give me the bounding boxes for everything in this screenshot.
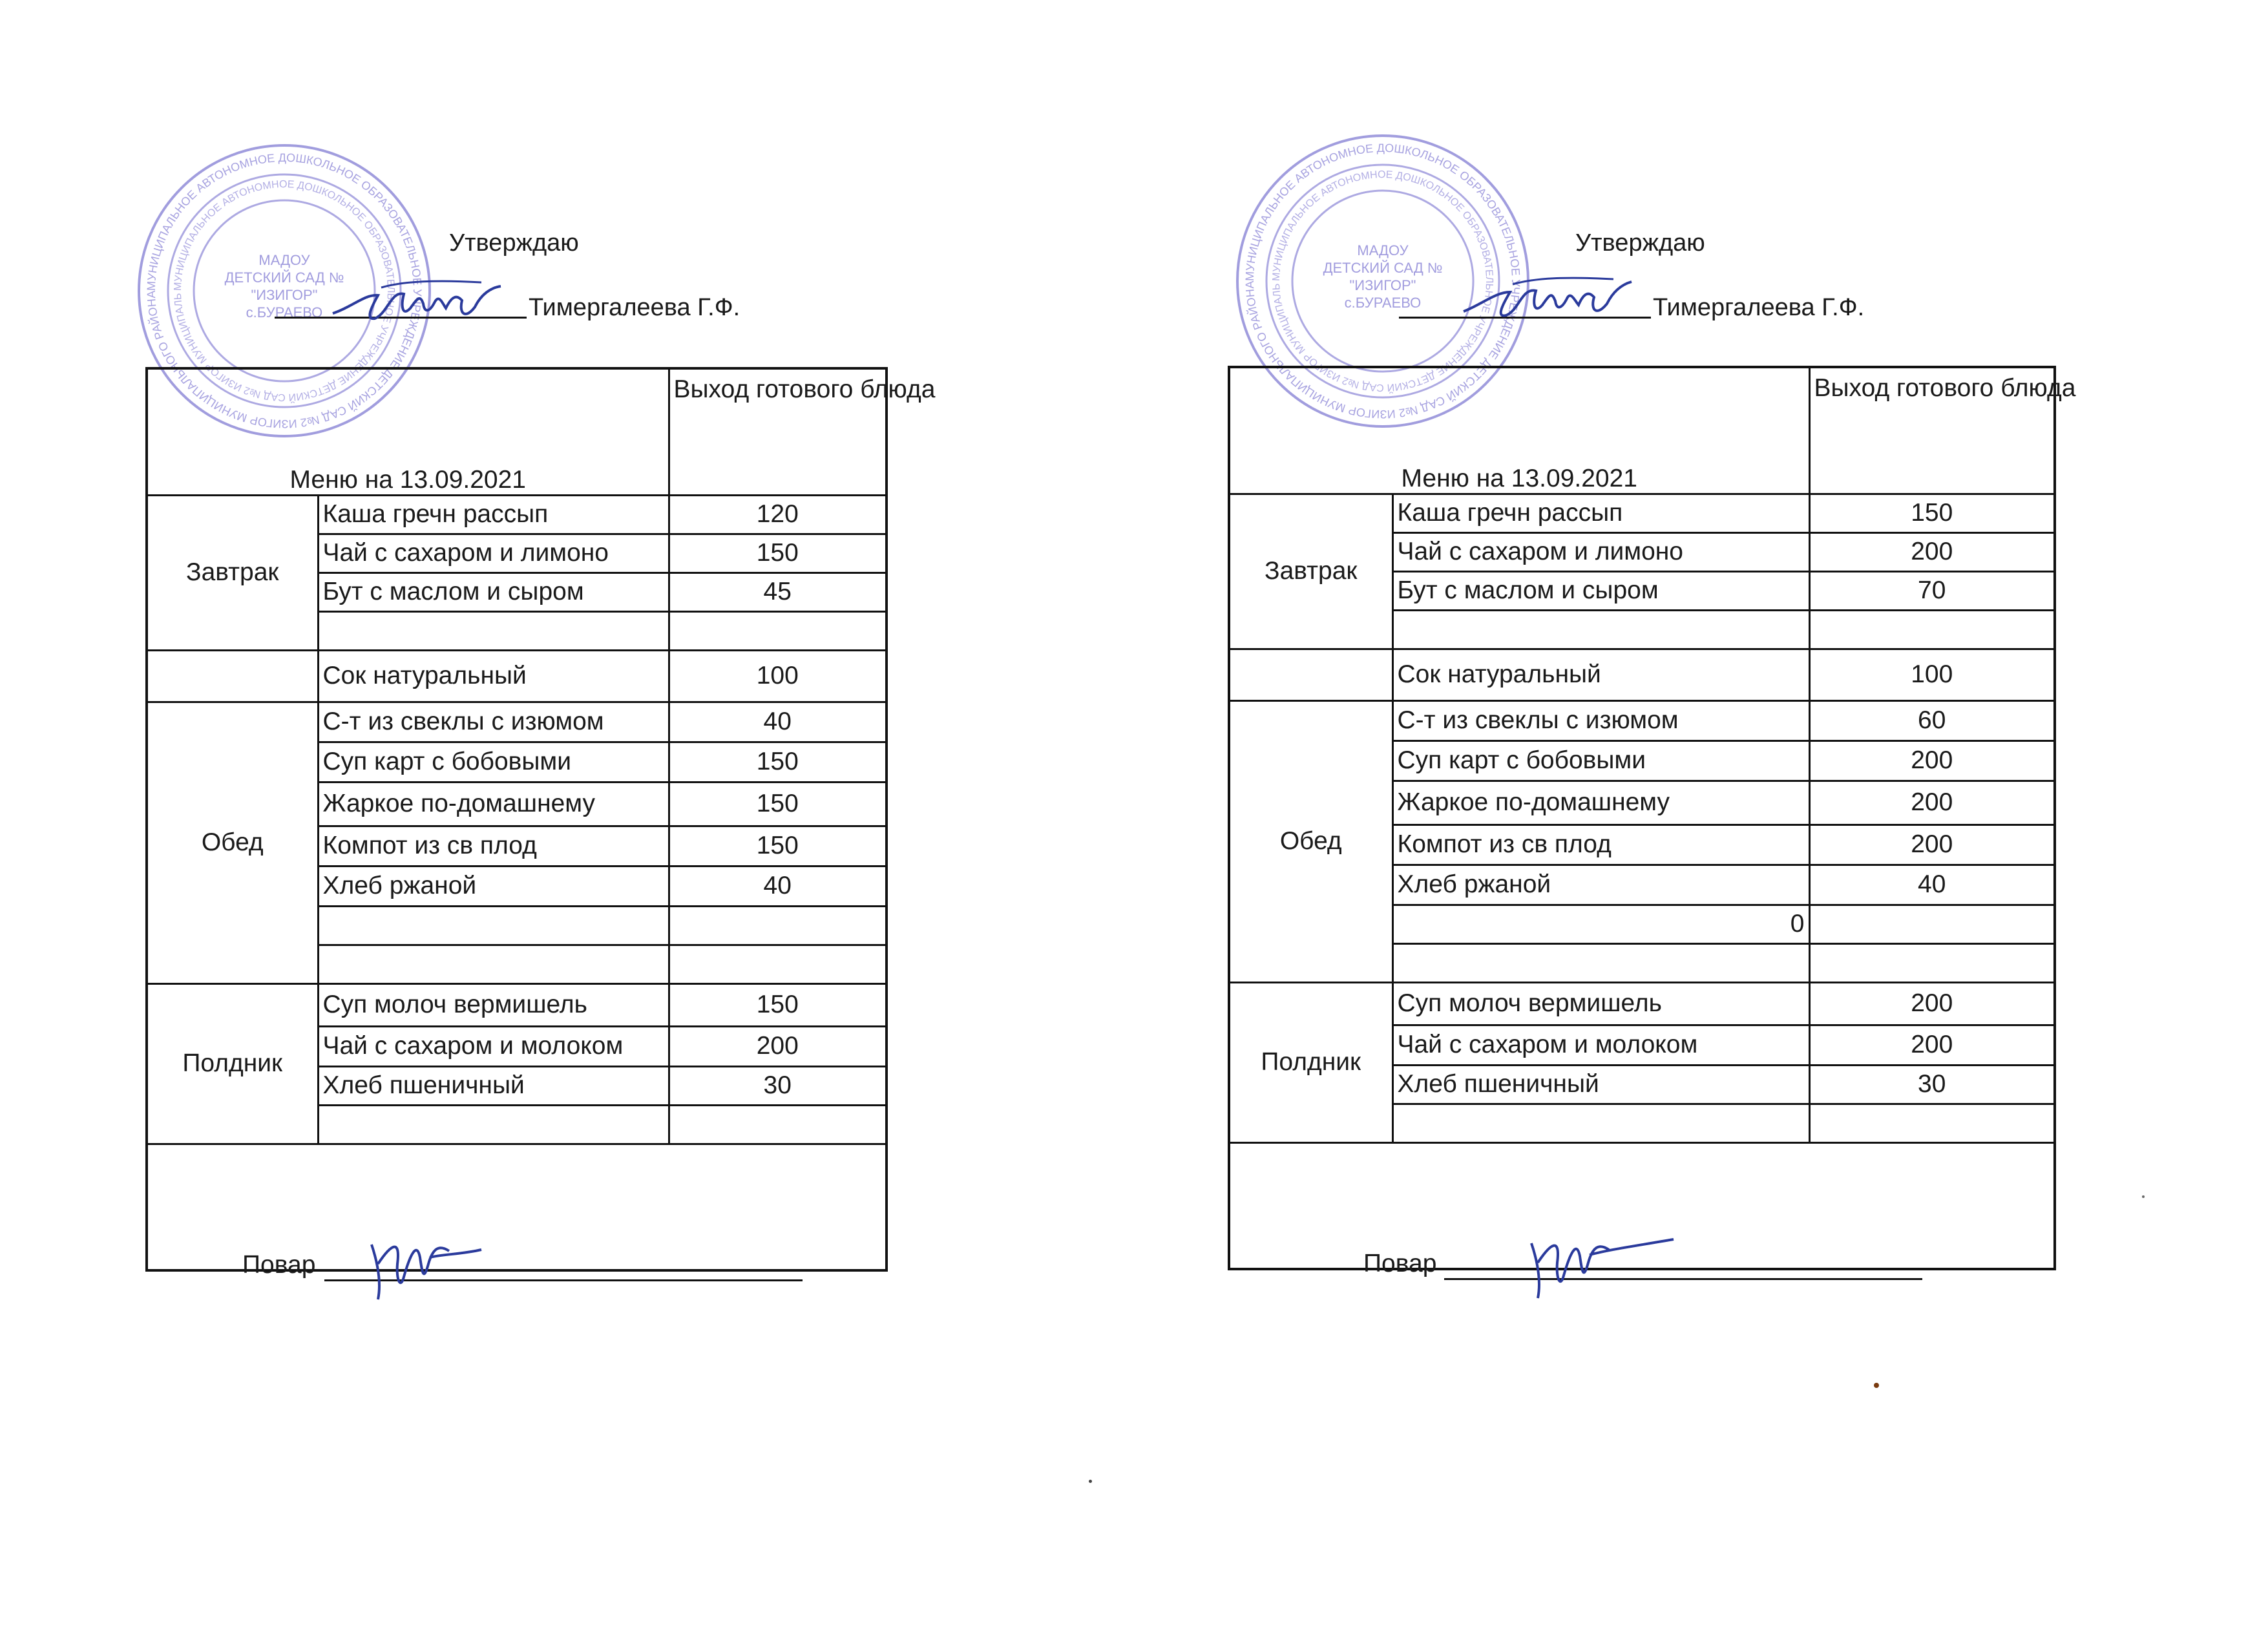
table-row xyxy=(147,702,887,742)
stamp-center-line: МАДОУ xyxy=(258,252,310,268)
stamp-center-line: "ИЗИГОР" xyxy=(251,287,318,303)
dish-name: Каша гречн рассып xyxy=(318,495,669,534)
dish-name: Компот из св плод xyxy=(318,826,669,866)
menu-date-title: Меню на 13.09.2021 xyxy=(147,368,669,495)
stamp-center-line: с.БУРАЕВО xyxy=(1344,295,1422,311)
dish-yield: 200 xyxy=(1809,781,2055,824)
dish-name: Хлеб пшеничный xyxy=(318,1066,669,1105)
director-signature xyxy=(326,268,507,342)
footer-row xyxy=(1229,1142,2055,1269)
cook-label: Повар xyxy=(242,1250,316,1279)
table-row xyxy=(1229,494,2055,532)
dish-name xyxy=(318,906,669,945)
meal-label-breakfast: Завтрак xyxy=(1229,494,1392,649)
meal-label-empty xyxy=(147,650,318,702)
approver-name: Тимергалеева Г.Ф. xyxy=(1653,294,1865,321)
table-row xyxy=(1229,649,2055,700)
table-row xyxy=(147,650,887,702)
dish-name: Бут с маслом и сыром xyxy=(1392,571,1809,610)
dish-yield xyxy=(669,1105,887,1144)
dish-yield: 150 xyxy=(1809,494,2055,532)
approval-title: Утверждаю xyxy=(1575,229,1705,257)
dish-yield xyxy=(669,906,887,945)
table-row xyxy=(1229,982,2055,1025)
scan-speck xyxy=(1874,1383,1879,1388)
dish-name: Суп карт с бобовыми xyxy=(318,742,669,782)
table-row xyxy=(147,495,887,534)
dish-yield: 200 xyxy=(1809,824,2055,865)
dish-name xyxy=(1392,610,1809,649)
dish-name: Сок натуральный xyxy=(1392,649,1809,700)
table-row xyxy=(1229,700,2055,740)
stamp-center-line: "ИЗИГОР" xyxy=(1349,277,1416,293)
dish-yield xyxy=(1809,610,2055,649)
dish-yield: 150 xyxy=(669,782,887,826)
dish-name xyxy=(1392,1104,1809,1142)
approver-name: Тимергалеева Г.Ф. xyxy=(529,294,740,321)
dish-yield: 150 xyxy=(669,826,887,866)
director-signature xyxy=(1457,265,1638,339)
dish-yield xyxy=(1809,1104,2055,1142)
dish-name: Чай с сахаром и молоком xyxy=(1392,1025,1809,1065)
dish-yield: 200 xyxy=(1809,740,2055,781)
dish-name: Компот из св плод xyxy=(1392,824,1809,865)
meal-label-snack: Полдник xyxy=(1229,982,1392,1142)
scan-speck xyxy=(1089,1480,1092,1483)
dish-name: Бут с маслом и сыром xyxy=(318,572,669,611)
dish-name: Суп карт с бобовыми xyxy=(1392,740,1809,781)
dish-yield: 120 xyxy=(669,495,887,534)
menu-date-title: Меню на 13.09.2021 xyxy=(1229,367,1809,494)
footer-row xyxy=(147,1144,887,1270)
meal-label-empty xyxy=(1229,649,1392,700)
cook-signature-cell xyxy=(147,1144,887,1279)
dish-yield: 70 xyxy=(1809,571,2055,610)
dish-yield: 100 xyxy=(669,650,887,702)
table-header-row xyxy=(1229,367,2055,494)
menu-table xyxy=(1228,366,2076,1277)
dish-name: С-т из свеклы с изюмом xyxy=(318,702,669,742)
dish-name xyxy=(1392,943,1809,982)
dish-name: С-т из свеклы с изюмом xyxy=(1392,700,1809,740)
dish-yield xyxy=(1809,943,2055,982)
dish-name xyxy=(318,945,669,983)
stamp-center-line: ДЕТСКИЙ САД № xyxy=(1323,260,1443,276)
cook-label: Повар xyxy=(1363,1249,1437,1277)
yield-column-header: Выход готового блюда xyxy=(1809,367,2055,494)
dish-yield: 60 xyxy=(1809,700,2055,740)
dish-name: Сок натуральный xyxy=(318,650,669,702)
dish-yield: 150 xyxy=(669,534,887,572)
dish-name: 0 xyxy=(1392,905,1809,943)
stamp-ring-text: МУНИЦИПАЛЬНОЕ АВТОНОМНОЕ ДОШКОЛЬНОЕ ОБРАЗОВАТЕЛЬНОЕ УЧРЕЖДЕНИЕ ДЕТСКИЙ САД №2 ИЗИГОР МУНИЦИПАЛЬНОГО РАЙОНА xyxy=(1243,141,1523,421)
approval-title: Утверждаю xyxy=(449,229,579,257)
cook-signature xyxy=(1518,1217,1686,1314)
dish-name: Суп молоч вермишель xyxy=(318,983,669,1026)
stamp-ring-text: МУНИЦИПАЛЬНОЕ АВТОНОМНОЕ ДОШКОЛЬНОЕ ОБРАЗОВАТЕЛЬНОЕ УЧРЕЖДЕНИЕ ДЕТСКИЙ САД №2 ИЗИГОР МУНИЦИПАЛЬ xyxy=(1270,169,1495,394)
dish-yield xyxy=(1809,905,2055,943)
dish-yield xyxy=(669,611,887,650)
dish-name: Жаркое по-домашнему xyxy=(1392,781,1809,824)
dish-name: Каша гречн рассып xyxy=(1392,494,1809,532)
meal-label-snack: Полдник xyxy=(147,983,318,1144)
dish-name: Хлеб ржаной xyxy=(1392,865,1809,905)
dish-yield: 200 xyxy=(1809,982,2055,1025)
cook-signature-cell xyxy=(1229,1142,2055,1277)
dish-yield: 200 xyxy=(1809,532,2055,571)
stamp-ring-text: МУНИЦИПАЛЬНОЕ АВТОНОМНОЕ ДОШКОЛЬНОЕ ОБРАЗОВАТЕЛЬНОЕ УЧРЕЖДЕНИЕ ДЕТСКИЙ САД №2 ИЗИГОР МУНИЦИПАЛЬНОГО РАЙОНА xyxy=(144,151,425,431)
yield-column-header: Выход готового блюда xyxy=(669,368,887,495)
stamp-center-line: МАДОУ xyxy=(1357,242,1409,258)
stamp-center-line: с.БУРАЕВО xyxy=(246,304,323,320)
dish-yield: 30 xyxy=(1809,1065,2055,1104)
dish-name: Чай с сахаром и молоком xyxy=(318,1026,669,1066)
dish-yield: 150 xyxy=(669,742,887,782)
dish-name: Хлеб пшеничный xyxy=(1392,1065,1809,1104)
dish-name: Суп молоч вермишель xyxy=(1392,982,1809,1025)
meal-label-lunch: Обед xyxy=(1229,700,1392,982)
table-row xyxy=(147,983,887,1026)
dish-yield: 150 xyxy=(669,983,887,1026)
dish-name xyxy=(318,1105,669,1144)
dish-yield: 200 xyxy=(1809,1025,2055,1065)
scan-speck xyxy=(2142,1195,2145,1198)
dish-yield: 100 xyxy=(1809,649,2055,700)
meal-label-breakfast: Завтрак xyxy=(147,495,318,650)
dish-yield xyxy=(669,945,887,983)
stamp-center-line: ДЕТСКИЙ САД № xyxy=(224,269,344,286)
dish-name: Жаркое по-домашнему xyxy=(318,782,669,826)
dish-yield: 45 xyxy=(669,572,887,611)
dish-name xyxy=(318,611,669,650)
dish-name: Чай с сахаром и лимоно xyxy=(318,534,669,572)
dish-yield: 40 xyxy=(669,702,887,742)
menu-sheet-right xyxy=(1134,0,2268,1649)
dish-name: Чай с сахаром и лимоно xyxy=(1392,532,1809,571)
menu-table xyxy=(145,367,936,1279)
dish-yield: 40 xyxy=(1809,865,2055,905)
dish-yield: 200 xyxy=(669,1026,887,1066)
table-header-row xyxy=(147,368,887,495)
cook-signature xyxy=(359,1219,488,1316)
stamp-ring-text: МУНИЦИПАЛЬНОЕ АВТОНОМНОЕ ДОШКОЛЬНОЕ ОБРАЗОВАТЕЛЬНОЕ УЧРЕЖДЕНИЕ ДЕТСКИЙ САД №2 ИЗИГОР МУНИЦИПАЛЬ xyxy=(172,178,397,403)
dish-name: Хлеб ржаной xyxy=(318,866,669,906)
dish-yield: 30 xyxy=(669,1066,887,1105)
dish-yield: 40 xyxy=(669,866,887,906)
meal-label-lunch: Обед xyxy=(147,702,318,983)
